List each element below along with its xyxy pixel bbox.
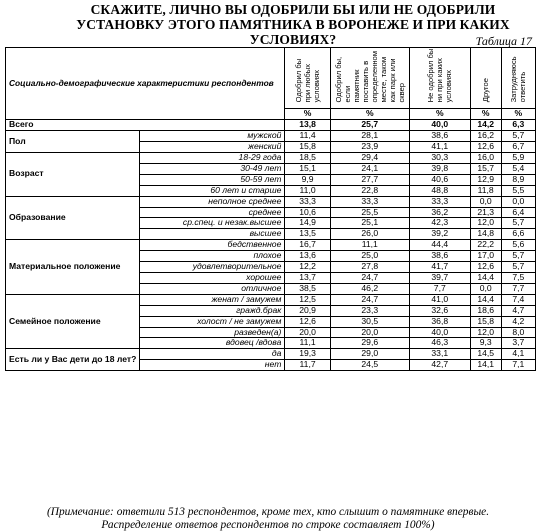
row-label-header: Социально-демографические характеристики респондентов xyxy=(6,48,285,120)
table-row xyxy=(6,196,536,207)
value-cell: 24,7 xyxy=(330,294,409,305)
unit-cell: % xyxy=(330,109,409,120)
value-cell: 22,2 xyxy=(470,240,501,251)
value-cell: 23,9 xyxy=(330,142,409,153)
row-label: женат / замужем xyxy=(140,294,285,305)
value-cell: 29,0 xyxy=(330,349,409,360)
value-cell: 6,4 xyxy=(501,207,535,218)
value-cell: 11,4 xyxy=(285,131,330,142)
value-cell: 6,6 xyxy=(501,229,535,240)
value-cell: 39,8 xyxy=(409,163,470,174)
value-cell: 25,1 xyxy=(330,218,409,229)
row-label: 30-49 лет xyxy=(140,163,285,174)
value-cell: 15,7 xyxy=(470,163,501,174)
value-cell: 41,1 xyxy=(409,142,470,153)
value-cell: 11,7 xyxy=(285,360,330,371)
row-label: 18-29 года xyxy=(140,153,285,164)
value-cell: 38,6 xyxy=(409,131,470,142)
value-cell: 13,5 xyxy=(285,229,330,240)
value-cell: 11,0 xyxy=(285,185,330,196)
value-cell: 36,8 xyxy=(409,316,470,327)
group-label: Семейное положение xyxy=(6,294,140,349)
value-cell: 25,5 xyxy=(330,207,409,218)
value-cell: 5,7 xyxy=(501,251,535,262)
value-cell: 42,7 xyxy=(409,360,470,371)
value-cell: 18,5 xyxy=(285,153,330,164)
value-cell: 5,7 xyxy=(501,131,535,142)
value-cell: 33,3 xyxy=(285,196,330,207)
value-cell: 44,4 xyxy=(409,240,470,251)
column-header: Одобрил бы при любых условиях xyxy=(285,48,330,109)
row-label: ср.спец. и незак.высшее xyxy=(140,218,285,229)
table-row xyxy=(6,349,536,360)
value-cell: 5,9 xyxy=(501,153,535,164)
value-cell: 7,7 xyxy=(409,283,470,294)
value-cell: 14,4 xyxy=(470,273,501,284)
footnote-line: Распределение ответов респондентов по строке составляет 100%) xyxy=(101,519,435,531)
total-cell: 13,8 xyxy=(285,120,330,131)
unit-cell: % xyxy=(285,109,330,120)
value-cell: 14,8 xyxy=(470,229,501,240)
value-cell: 4,7 xyxy=(501,305,535,316)
value-cell: 20,0 xyxy=(285,327,330,338)
group-label: Есть ли у Вас дети до 18 лет? xyxy=(6,349,140,371)
total-cell: 6,3 xyxy=(501,120,535,131)
value-cell: 24,7 xyxy=(330,273,409,284)
value-cell: 24,1 xyxy=(330,163,409,174)
value-cell: 19,3 xyxy=(285,349,330,360)
value-cell: 12,5 xyxy=(285,294,330,305)
value-cell: 27,7 xyxy=(330,174,409,185)
value-cell: 18,6 xyxy=(470,305,501,316)
value-cell: 41,0 xyxy=(409,294,470,305)
value-cell: 14,4 xyxy=(470,294,501,305)
row-label: высшее xyxy=(140,229,285,240)
value-cell: 12,2 xyxy=(285,262,330,273)
value-cell: 17,0 xyxy=(470,251,501,262)
table-row xyxy=(6,294,536,305)
unit-cell: % xyxy=(470,109,501,120)
table-row xyxy=(6,240,536,251)
value-cell: 42,3 xyxy=(409,218,470,229)
value-cell: 6,7 xyxy=(501,142,535,153)
value-cell: 12,6 xyxy=(470,142,501,153)
value-cell: 36,2 xyxy=(409,207,470,218)
value-cell: 14,1 xyxy=(470,360,501,371)
survey-table xyxy=(5,47,536,371)
value-cell: 5,5 xyxy=(501,185,535,196)
value-cell: 3,7 xyxy=(501,338,535,349)
value-cell: 46,3 xyxy=(409,338,470,349)
group-label: Возраст xyxy=(6,153,140,197)
value-cell: 38,5 xyxy=(285,283,330,294)
value-cell: 12,0 xyxy=(470,218,501,229)
row-label: 60 лет и старше xyxy=(140,185,285,196)
value-cell: 20,0 xyxy=(330,327,409,338)
value-cell: 27,8 xyxy=(330,262,409,273)
value-cell: 14,9 xyxy=(285,218,330,229)
value-cell: 30,5 xyxy=(330,316,409,327)
table-row xyxy=(6,131,536,142)
value-cell: 32,6 xyxy=(409,305,470,316)
row-label: мужской xyxy=(140,131,285,142)
value-cell: 7,4 xyxy=(501,294,535,305)
value-cell: 11,1 xyxy=(285,338,330,349)
value-cell: 40,6 xyxy=(409,174,470,185)
value-cell: 29,6 xyxy=(330,338,409,349)
value-cell: 11,8 xyxy=(470,185,501,196)
column-header: Затрудняюсь ответить xyxy=(501,48,535,109)
table-number: Таблица 17 xyxy=(475,34,532,48)
value-cell: 12,9 xyxy=(470,174,501,185)
value-cell: 4,2 xyxy=(501,316,535,327)
column-header: Другое xyxy=(470,48,501,109)
value-cell: 16,0 xyxy=(470,153,501,164)
value-cell: 15,8 xyxy=(470,316,501,327)
value-cell: 24,5 xyxy=(330,360,409,371)
group-label: Пол xyxy=(6,131,140,153)
unit-cell: % xyxy=(501,109,535,120)
value-cell: 0,0 xyxy=(470,196,501,207)
table-title: СКАЖИТЕ, ЛИЧНО ВЫ ОДОБРИЛИ БЫ ИЛИ НЕ ОДОБРИЛИ УСТАНОВКУ ЭТОГО ПАМЯТНИКА В ВОРОНЕЖЕ И ПРИ КАКИХ УСЛОВИЯХ? xyxy=(76,2,510,47)
value-cell: 25,0 xyxy=(330,251,409,262)
total-row xyxy=(6,120,536,131)
group-label: Образование xyxy=(6,196,140,240)
total-cell: 25,7 xyxy=(330,120,409,131)
value-cell: 15,8 xyxy=(285,142,330,153)
value-cell: 29,4 xyxy=(330,153,409,164)
value-cell: 16,7 xyxy=(285,240,330,251)
value-cell: 8,0 xyxy=(501,327,535,338)
row-label: нет xyxy=(140,360,285,371)
value-cell: 7,5 xyxy=(501,273,535,284)
value-cell: 16,2 xyxy=(470,131,501,142)
value-cell: 21,3 xyxy=(470,207,501,218)
row-label: гражд.брак xyxy=(140,305,285,316)
total-cell: 14,2 xyxy=(470,120,501,131)
value-cell: 5,7 xyxy=(501,262,535,273)
value-cell: 5,4 xyxy=(501,163,535,174)
value-cell: 23,3 xyxy=(330,305,409,316)
footnote-line: (Примечание: ответили 513 респондентов, кроме тех, кто слышит о памятнике впервые. xyxy=(46,506,490,518)
value-cell: 5,6 xyxy=(501,240,535,251)
value-cell: 20,9 xyxy=(285,305,330,316)
value-cell: 13,6 xyxy=(285,251,330,262)
value-cell: 39,2 xyxy=(409,229,470,240)
row-label: да xyxy=(140,349,285,360)
value-cell: 14,5 xyxy=(470,349,501,360)
value-cell: 10,6 xyxy=(285,207,330,218)
total-label: Всего xyxy=(6,120,285,131)
value-cell: 9,9 xyxy=(285,174,330,185)
value-cell: 40,0 xyxy=(409,327,470,338)
value-cell: 39,7 xyxy=(409,273,470,284)
value-cell: 5,7 xyxy=(501,218,535,229)
value-cell: 0,0 xyxy=(501,196,535,207)
row-label: женский xyxy=(140,142,285,153)
value-cell: 15,1 xyxy=(285,163,330,174)
column-header: Не одобрил бы ни при каких условиях xyxy=(409,48,470,109)
value-cell: 38,6 xyxy=(409,251,470,262)
value-cell: 48,8 xyxy=(409,185,470,196)
value-cell: 33,3 xyxy=(409,196,470,207)
row-label: холост / не замужем xyxy=(140,316,285,327)
total-cell: 40,0 xyxy=(409,120,470,131)
row-label: разведен(а) xyxy=(140,327,285,338)
value-cell: 12,6 xyxy=(285,316,330,327)
value-cell: 13,7 xyxy=(285,273,330,284)
value-cell: 46,2 xyxy=(330,283,409,294)
row-label: среднее xyxy=(140,207,285,218)
value-cell: 33,3 xyxy=(330,196,409,207)
value-cell: 30,3 xyxy=(409,153,470,164)
footnote xyxy=(0,506,536,532)
row-label: хорошее xyxy=(140,273,285,284)
value-cell: 11,1 xyxy=(330,240,409,251)
row-label: неполное среднее xyxy=(140,196,285,207)
group-label: Материальное положение xyxy=(6,240,140,295)
row-label: 50-59 лет xyxy=(140,174,285,185)
table-row xyxy=(6,153,536,164)
value-cell: 12,0 xyxy=(470,327,501,338)
column-header: Одобрил бы, если памятник поставить в определенном месте, таком как парк или сквер xyxy=(330,48,409,109)
value-cell: 22,8 xyxy=(330,185,409,196)
value-cell: 9,3 xyxy=(470,338,501,349)
value-cell: 28,1 xyxy=(330,131,409,142)
header-row xyxy=(6,48,536,109)
value-cell: 41,7 xyxy=(409,262,470,273)
value-cell: 0,0 xyxy=(470,283,501,294)
value-cell: 8,9 xyxy=(501,174,535,185)
row-label: удовлетворительное xyxy=(140,262,285,273)
value-cell: 4,1 xyxy=(501,349,535,360)
row-label: бедственное xyxy=(140,240,285,251)
value-cell: 26,0 xyxy=(330,229,409,240)
unit-cell: % xyxy=(409,109,470,120)
value-cell: 7,1 xyxy=(501,360,535,371)
row-label: плохое xyxy=(140,251,285,262)
value-cell: 12,6 xyxy=(470,262,501,273)
value-cell: 7,7 xyxy=(501,283,535,294)
value-cell: 33,1 xyxy=(409,349,470,360)
row-label: отличное xyxy=(140,283,285,294)
row-label: вдовец /вдова xyxy=(140,338,285,349)
